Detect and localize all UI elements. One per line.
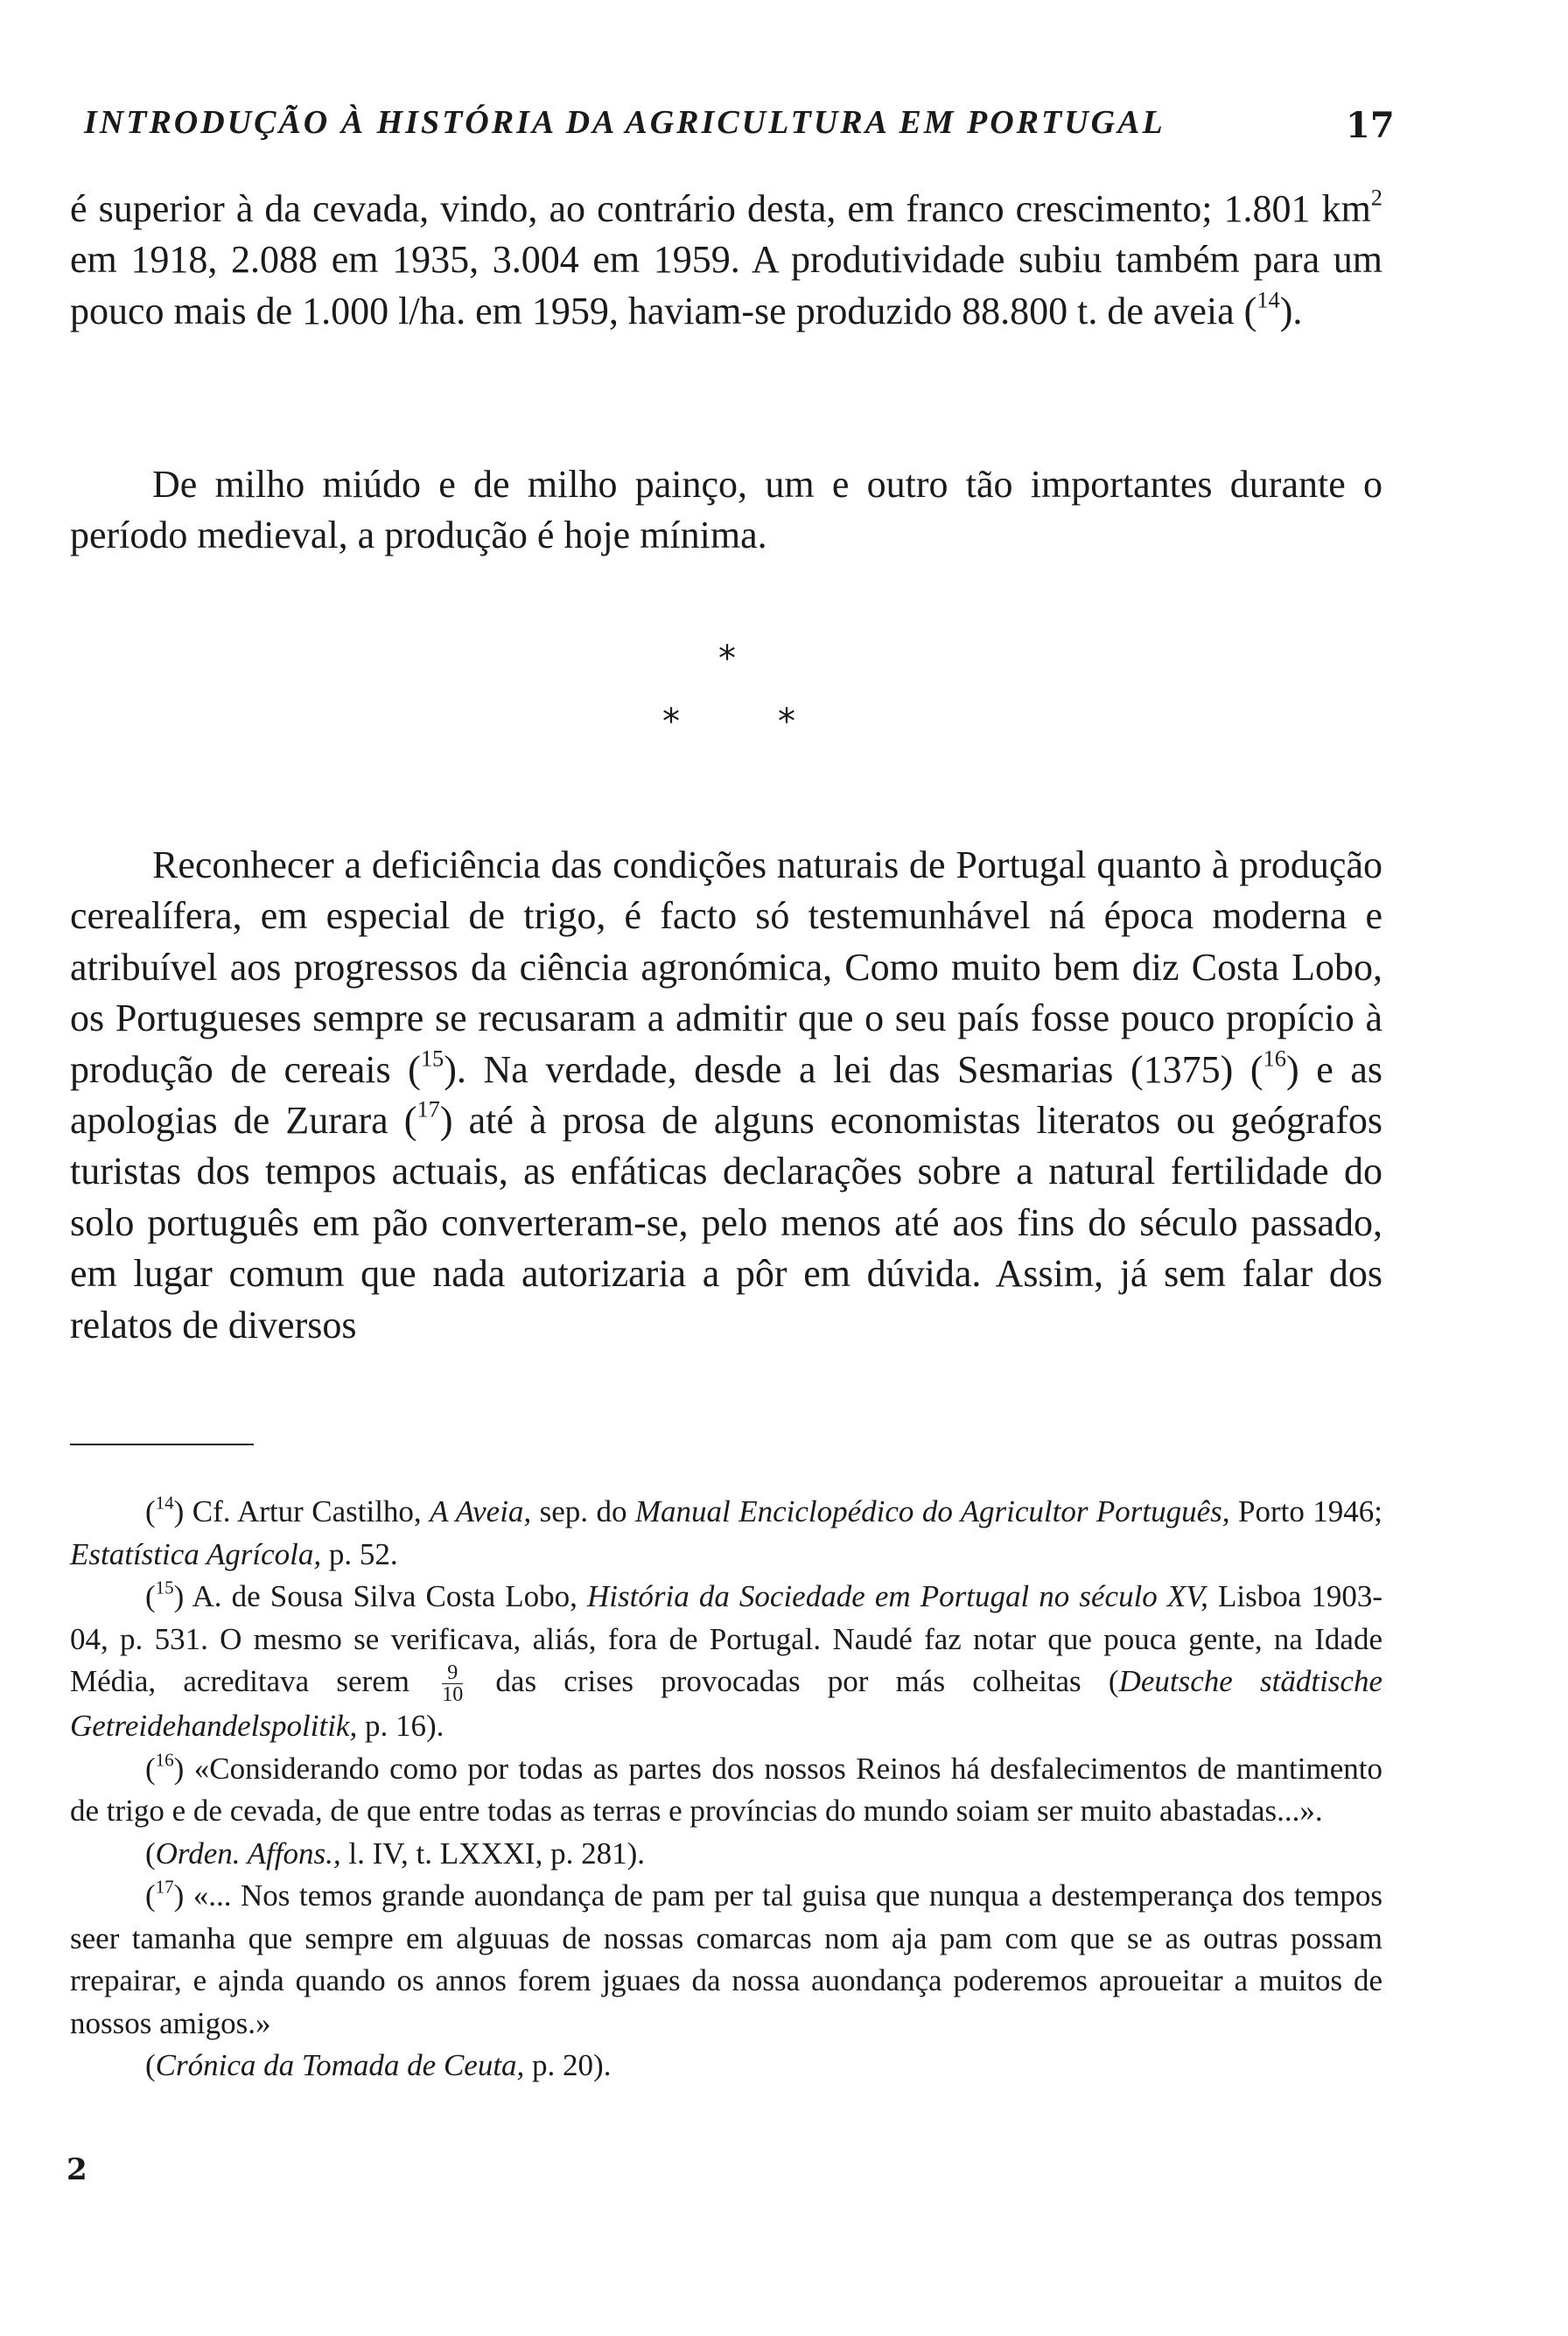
running-title: INTRODUÇÃO À HISTÓRIA DA AGRICULTURA EM PORTUGAL bbox=[84, 104, 1166, 141]
footnote-rule bbox=[70, 1444, 254, 1445]
footnote-16-source: (Orden. Affons., l. IV, t. LXXXI, p. 281). bbox=[145, 1836, 645, 1871]
footnote-ref-14: 14 bbox=[1256, 286, 1280, 313]
footnote-16: ($^{16}$) «Considerando como por todas as partes dos nossos Reinos há desfalecimentos de mantimento de trigo e de cevada, de que entre todas as terras e províncias do mundo soiam ser muito abastadas...». bbox=[70, 1749, 1382, 1829]
separator-star-right: * bbox=[778, 702, 795, 742]
footnote-ref-16: 16 bbox=[1263, 1045, 1286, 1072]
superscript-km2: 2 bbox=[1370, 184, 1382, 211]
footnote-ref-17: 17 bbox=[416, 1095, 440, 1123]
signature-mark: 2 bbox=[66, 2152, 88, 2187]
footnote-ref-15: 15 bbox=[420, 1045, 444, 1072]
footnote-17-source: (Crónica da Tomada de Ceuta, p. 20). bbox=[145, 2048, 612, 2083]
footnote-17: ($^{17}$) «... Nos temos grande auondança de pam per tal guisa que nunqua a destemperança dos tempos seer tamanha que sempre em alguuas de nossas comarcas nom aja pam com que se as outras possam rrepairar, e ajnda quando os annos forem jguaes da nossa auondança poderemos aproueitar a muitos de nossos amigos.» bbox=[70, 1876, 1382, 2040]
separator-star-left: * bbox=[662, 702, 680, 742]
body-paragraph-1: é superior à da cevada, vindo, ao contrário desta, em franco crescimento; 1.801 $km^2$ em 1918, 2.088 em 1935, 3.004 em 1959. A produtividade subiu também para um pouco mais de 1.000 l/ha. em 1959, haviam-se produzido 88.800 t. de aveia ($^{14}$). bbox=[70, 184, 1382, 332]
body-paragraph-3: Reconhecer a deficiência das condições naturais de Portugal quanto à produção cerealífera, em especial de trigo, é facto só testemunhável ná época moderna e atribuível aos progressos da ciência agronómica, Como muito bem diz Costa Lobo, os Portugueses sempre se recusaram a admitir que o seu país fosse pouco propício à produção de cereais ($^{15}$). Na verdade, desde a lei das Sesmarias (1375) ($^{16}$) e as apologias de Zurara ($^{17}$) até à prosa de alguns economistas literatos ou geógrafos turistas dos tempos actuais, as enfáticas declarações sobre a natural fertilidade do solo português em pão converteram-se, pelo menos até aos fins do século passado, em lugar comum que nada autorizaria a pôr em dúvida. Assim, já sem falar dos relatos de diversos bbox=[70, 843, 1382, 1346]
footnotes bbox=[70, 1491, 1382, 2088]
page-number: 17 bbox=[1346, 105, 1395, 146]
separator-star-top: * bbox=[718, 639, 736, 679]
footnote-15: ($^{15}$) A. de Sousa Silva Costa Lobo, História da Sociedade em Portugal no século XV, Lisboa 1903-04, p. 531. O mesmo se verificava, aliás, fora de Portugal. Naudé faz notar que pouca gente, na Idade Média, acreditava serem $\frac{9}{10}$ das crises provocadas por más colheitas (Deutsche städtische Getreidehandelspolitik, p. 16). bbox=[70, 1577, 1382, 1744]
footnote-14: ($^{14}$) Cf. Artur Castilho, A Aveia, sep. do Manual Enciclopédico do Agricultor Português, Porto 1946; Estatística Agrícola, p. 52. bbox=[70, 1492, 1382, 1571]
fraction-nine-tenths: $\frac{9}{10}$ bbox=[442, 1661, 464, 1707]
body-paragraph-2: De milho miúdo e de milho painço, um e outro tão importantes durante o período medieval, a produção é hoje mínima. bbox=[70, 463, 1382, 557]
